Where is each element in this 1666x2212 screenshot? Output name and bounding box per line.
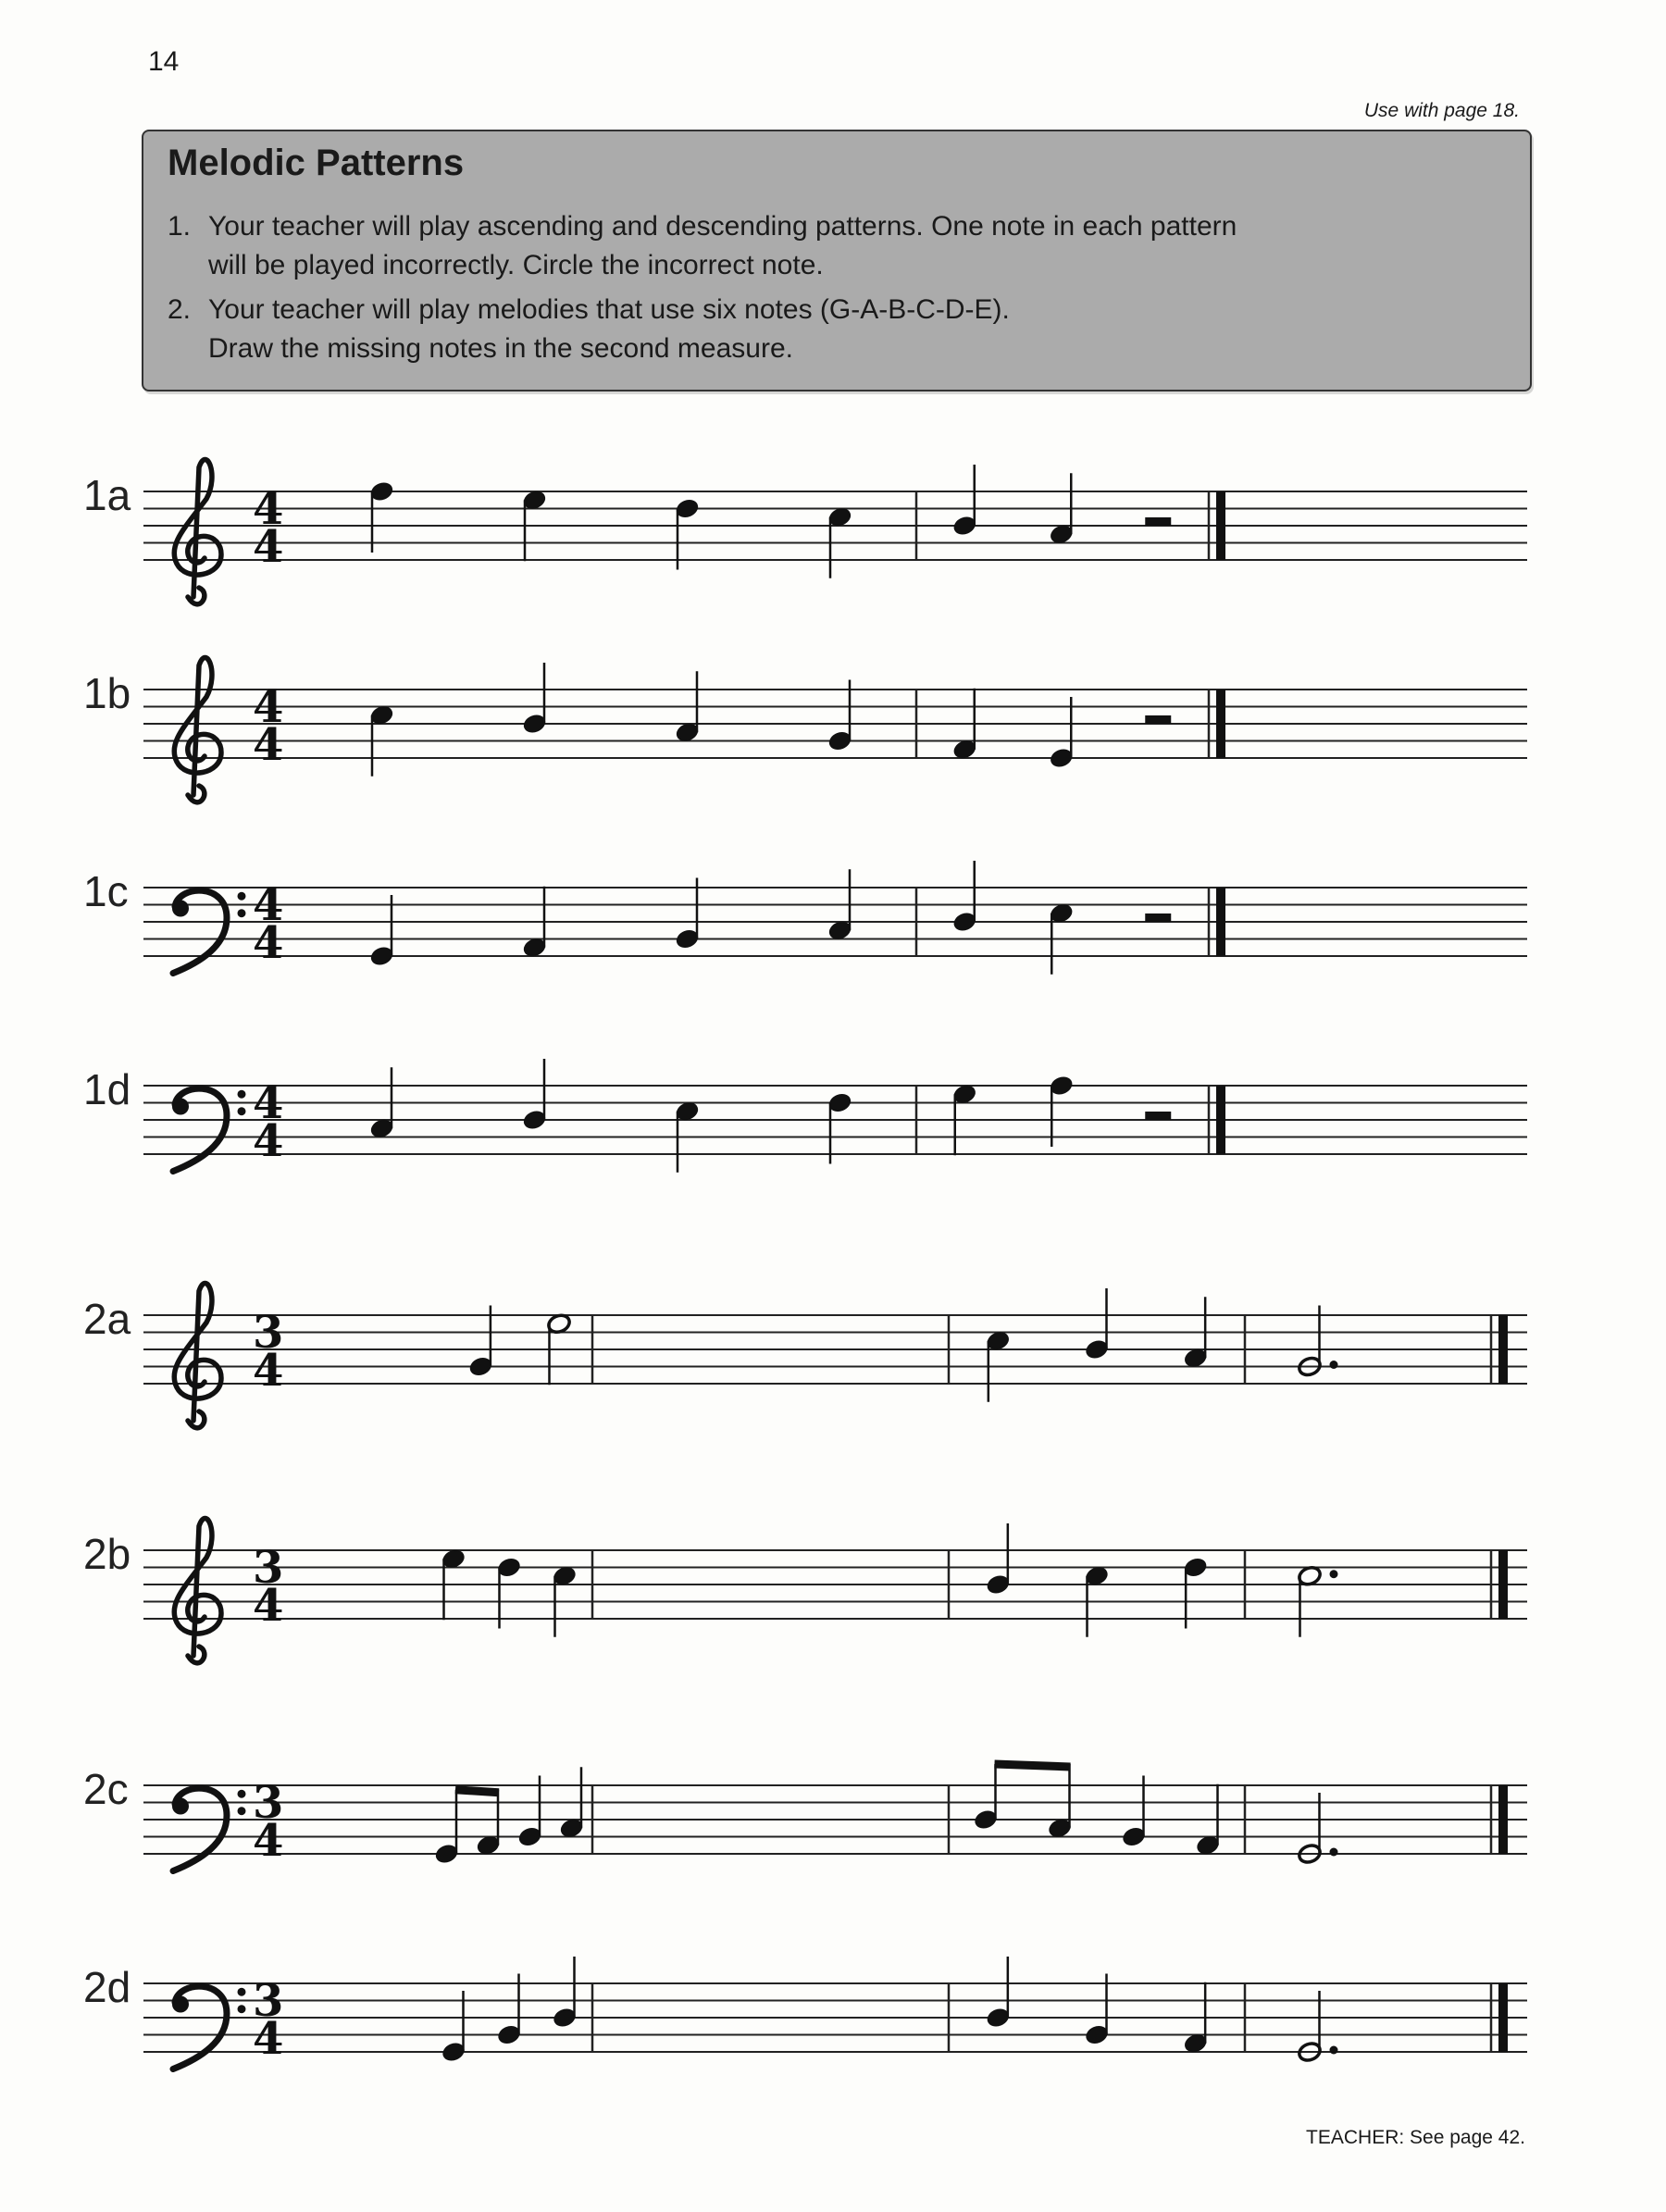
time-signature-top: 4: [253, 1077, 284, 1129]
staff-label: 1d: [83, 1065, 131, 1113]
staff-label: 2c: [83, 1765, 129, 1813]
augmentation-dot: [1330, 1848, 1338, 1857]
bass-clef-dot: [238, 2005, 246, 2013]
staff-1d: [83, 1059, 1527, 1173]
final-barline: [1498, 1983, 1508, 2052]
staff-label: 2d: [83, 1963, 131, 2011]
half-rest: [1145, 517, 1171, 526]
time-signature-bottom: 4: [253, 917, 284, 969]
half-rest: [1145, 913, 1171, 922]
time-signature-bottom: 4: [253, 719, 284, 771]
bass-clef-dot: [172, 1996, 189, 2013]
time-signature-bottom: 4: [253, 1345, 284, 1397]
treble-clef-icon: [174, 1284, 221, 1428]
staff-1b: [83, 658, 1527, 802]
bass-clef-dot: [238, 1790, 246, 1798]
time-signature-top: 3: [253, 1542, 284, 1594]
staff-1c: [83, 861, 1527, 975]
staff-label: 1b: [83, 669, 131, 717]
staff-label: 1c: [83, 867, 129, 915]
time-signature-top: 3: [253, 1307, 284, 1359]
section-title: Melodic Patterns: [168, 143, 465, 183]
staff-2a: [83, 1284, 1527, 1428]
time-signature-top: 4: [253, 879, 284, 931]
eighth-beam: [455, 1790, 499, 1793]
instruction-text: Your teacher will play ascending and descending patterns. One note in each pattern: [208, 211, 1237, 242]
half-rest: [1145, 1112, 1171, 1120]
staff-2d: [83, 1957, 1527, 2069]
time-signature-bottom: 4: [253, 1815, 284, 1867]
staff-label: 2b: [83, 1530, 131, 1578]
instruction-text: Draw the missing notes in the second measure.: [208, 333, 793, 364]
bass-clef-dot: [238, 1090, 246, 1099]
instruction-number: 2.: [168, 294, 192, 325]
final-barline: [1216, 690, 1225, 758]
staff-2b: [83, 1519, 1527, 1663]
bass-clef-dot: [172, 901, 189, 917]
time-signature-bottom: 4: [253, 521, 284, 573]
final-barline: [1498, 1315, 1508, 1384]
use-with-note: Use with page 18.: [1363, 100, 1520, 121]
staff-label: 1a: [83, 471, 131, 519]
time-signature-bottom: 4: [253, 1580, 284, 1632]
staff-1a: [83, 460, 1527, 604]
time-signature-top: 3: [253, 1777, 284, 1829]
time-signature-top: 4: [253, 681, 284, 733]
final-barline: [1498, 1785, 1508, 1854]
augmentation-dot: [1330, 1570, 1338, 1578]
time-signature-top: 4: [253, 483, 284, 535]
teacher-note: TEACHER: See page 42.: [1306, 2127, 1525, 2148]
bass-clef-dot: [238, 892, 246, 901]
augmentation-dot: [1330, 1361, 1338, 1369]
final-barline: [1216, 1086, 1225, 1154]
bass-clef-dot: [238, 909, 246, 917]
instruction-text: will be played incorrectly. Circle the incorrect note.: [208, 250, 824, 280]
half-rest: [1145, 715, 1171, 724]
time-signature-bottom: 4: [253, 2013, 284, 2065]
bass-clef-dot: [172, 1798, 189, 1815]
final-barline: [1216, 491, 1225, 560]
bass-clef-dot: [238, 1107, 246, 1115]
bass-clef-dot: [238, 1807, 246, 1815]
page-number: 14: [148, 46, 180, 77]
time-signature-top: 3: [253, 1975, 284, 2027]
staff-label: 2a: [83, 1295, 131, 1343]
bass-clef-dot: [238, 1988, 246, 1996]
treble-clef-icon: [174, 460, 221, 604]
instruction-text: Your teacher will play melodies that use six notes (G-A-B-C-D-E).: [208, 294, 1010, 325]
augmentation-dot: [1330, 2046, 1338, 2055]
bass-clef-dot: [172, 1099, 189, 1115]
treble-clef-icon: [174, 658, 221, 802]
eighth-beam: [995, 1764, 1071, 1767]
treble-clef-icon: [174, 1519, 221, 1663]
final-barline: [1498, 1550, 1508, 1619]
time-signature-bottom: 4: [253, 1115, 284, 1167]
staff-2c: [83, 1764, 1527, 1871]
final-barline: [1216, 888, 1225, 956]
instruction-number: 1.: [168, 211, 192, 242]
